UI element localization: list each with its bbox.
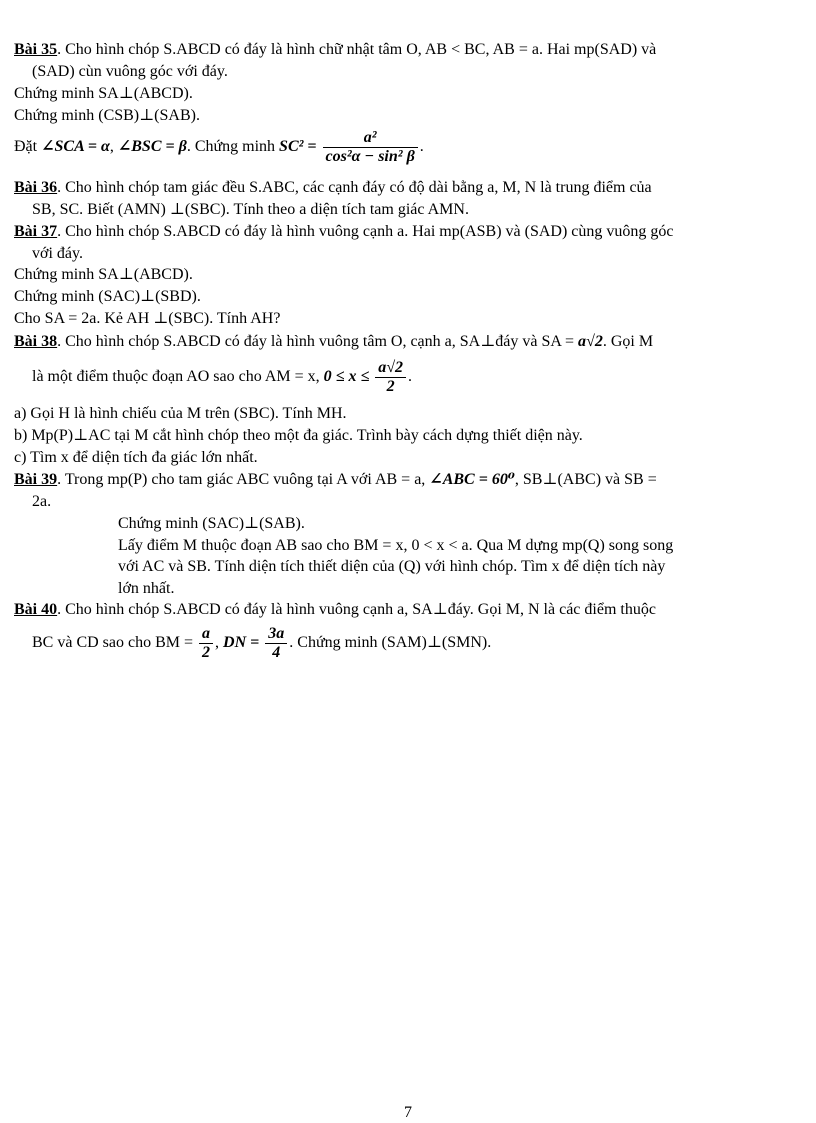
problem-35-line-1 xyxy=(14,40,656,60)
problem-35-claim-2: Chứng minh (CSB)⊥(SAB). xyxy=(14,107,200,124)
problem-40-line-1 xyxy=(14,600,656,620)
page-number: 7 xyxy=(404,1104,412,1121)
problem-39-label: Bài 39 xyxy=(14,471,58,488)
problem-39-claim-1: Chứng minh (SAC)⊥(SAB). xyxy=(118,515,305,532)
separator: , xyxy=(215,634,220,651)
problem-39-line-1 xyxy=(14,470,657,490)
range-denominator: 2 xyxy=(386,377,395,395)
problem-39-claim-2-line-3: lớn nhất. xyxy=(118,580,175,597)
range-fraction xyxy=(375,359,406,396)
fraction-denominator: cos²α − sin² β xyxy=(325,147,415,165)
text-chung-minh: . Chứng minh xyxy=(186,138,276,155)
problem-40-line-2 xyxy=(32,622,491,664)
dn-denominator: 4 xyxy=(272,643,281,661)
problem-37-claim-2: Chứng minh (SAC)⊥(SBD). xyxy=(14,288,201,305)
problem-40-text-end: . Chứng minh (SAM)⊥(SMN). xyxy=(289,634,492,651)
angle-sca: ∠SCA = α xyxy=(41,138,110,155)
problem-37-claim-1: Chứng minh SA⊥(ABCD). xyxy=(14,266,193,283)
problem-36-label: Bài 36 xyxy=(14,179,58,196)
problem-35-text: . Cho hình chóp S.ABCD có đáy là hình chữ nhật tâm O, AB < BC, AB = a. Hai mp(SAD) và xyxy=(57,41,657,58)
problem-36-line-1 xyxy=(14,178,652,198)
period: . xyxy=(419,138,424,155)
problem-37-line-1 xyxy=(14,222,674,242)
angle-bsc: ∠BSC = β xyxy=(117,138,187,155)
range-numerator: a√2 xyxy=(375,359,406,378)
problem-38-text: . Cho hình chóp S.ABCD có đáy là hình vuông tâm O, cạnh a, SA⊥đáy và SA = xyxy=(57,333,575,350)
range-inequality: 0 ≤ x ≤ xyxy=(323,368,370,385)
dn-fraction xyxy=(265,625,287,662)
problem-35-claim-3 xyxy=(14,128,424,166)
problem-37-line-2: với đáy. xyxy=(32,245,83,262)
problem-35-claim-1: Chứng minh SA⊥(ABCD). xyxy=(14,85,193,102)
problem-35-line-2: (SAD) cùn vuông góc với đáy. xyxy=(32,63,228,80)
problem-38-condition: là một điểm thuộc đoạn AO sao cho AM = x, xyxy=(32,368,320,385)
problem-39-line-2: 2a. xyxy=(32,493,52,510)
formula-lhs: SC² = xyxy=(279,138,317,155)
text-dat: Đặt xyxy=(14,138,38,155)
problem-38-part-c: c) Tìm x để diện tích đa giác lớn nhất. xyxy=(14,449,258,466)
problem-35-label: Bài 35 xyxy=(14,41,58,58)
problem-36-line-2: SB, SC. Biết (AMN) ⊥(SBC). Tính theo a diện tích tam giác AMN. xyxy=(32,201,469,218)
problem-40-condition: BC và CD sao cho BM = xyxy=(32,634,194,651)
problem-37-claim-3: Cho SA = 2a. Kẻ AH ⊥(SBC). Tính AH? xyxy=(14,310,281,327)
dn-lhs: DN = xyxy=(223,634,260,651)
formula-fraction xyxy=(323,129,418,166)
angle-abc: ∠ABC = 60⁰ xyxy=(429,471,515,488)
problem-39-claim-2-line-1: Lấy điểm M thuộc đoạn AB sao cho BM = x, 0 < x < a. Qua M dựng mp(Q) song song xyxy=(118,537,674,554)
fraction-numerator: a² xyxy=(323,129,418,148)
problem-40-text: . Cho hình chóp S.ABCD có đáy là hình vuông cạnh a, SA⊥đáy. Gọi M, N là các điểm thuộc xyxy=(57,601,656,618)
problem-39-text-end: , SB⊥(ABC) và SB = xyxy=(514,471,657,488)
problem-39-text: . Trong mp(P) cho tam giác ABC vuông tại A với AB = a, xyxy=(57,471,426,488)
separator: , xyxy=(109,138,114,155)
dn-numerator: 3a xyxy=(265,625,287,644)
period: . xyxy=(408,368,412,385)
problem-37-label: Bài 37 xyxy=(14,223,58,240)
problem-38-label: Bài 38 xyxy=(14,333,58,350)
problem-40-label: Bài 40 xyxy=(14,601,58,618)
problem-39-claim-2-line-2: với AC và SB. Tính diện tích thiết diện của (Q) với hình chóp. Tìm x để diện tích này xyxy=(118,558,666,575)
problem-37-text: . Cho hình chóp S.ABCD có đáy là hình vuông cạnh a. Hai mp(ASB) và (SAD) cùng vuông góc xyxy=(57,223,674,240)
problem-36-text: . Cho hình chóp tam giác đều S.ABC, các cạnh đáy có độ dài bằng a, M, N là trung điểm của xyxy=(57,179,652,196)
sa-value: a√2 xyxy=(578,333,603,350)
problem-38-part-b: b) Mp(P)⊥AC tại M cắt hình chóp theo một đa giác. Trình bày cách dựng thiết diện này. xyxy=(14,427,583,444)
bm-fraction xyxy=(199,625,213,662)
problem-38-part-a: a) Gọi H là hình chiếu của M trên (SBC). Tính MH. xyxy=(14,405,347,422)
problem-38-text-end: . Gọi M xyxy=(602,333,654,350)
problem-38-line-1 xyxy=(14,332,653,352)
bm-denominator: 2 xyxy=(202,643,211,661)
bm-numerator: a xyxy=(199,625,213,644)
problem-38-line-2 xyxy=(32,356,412,398)
